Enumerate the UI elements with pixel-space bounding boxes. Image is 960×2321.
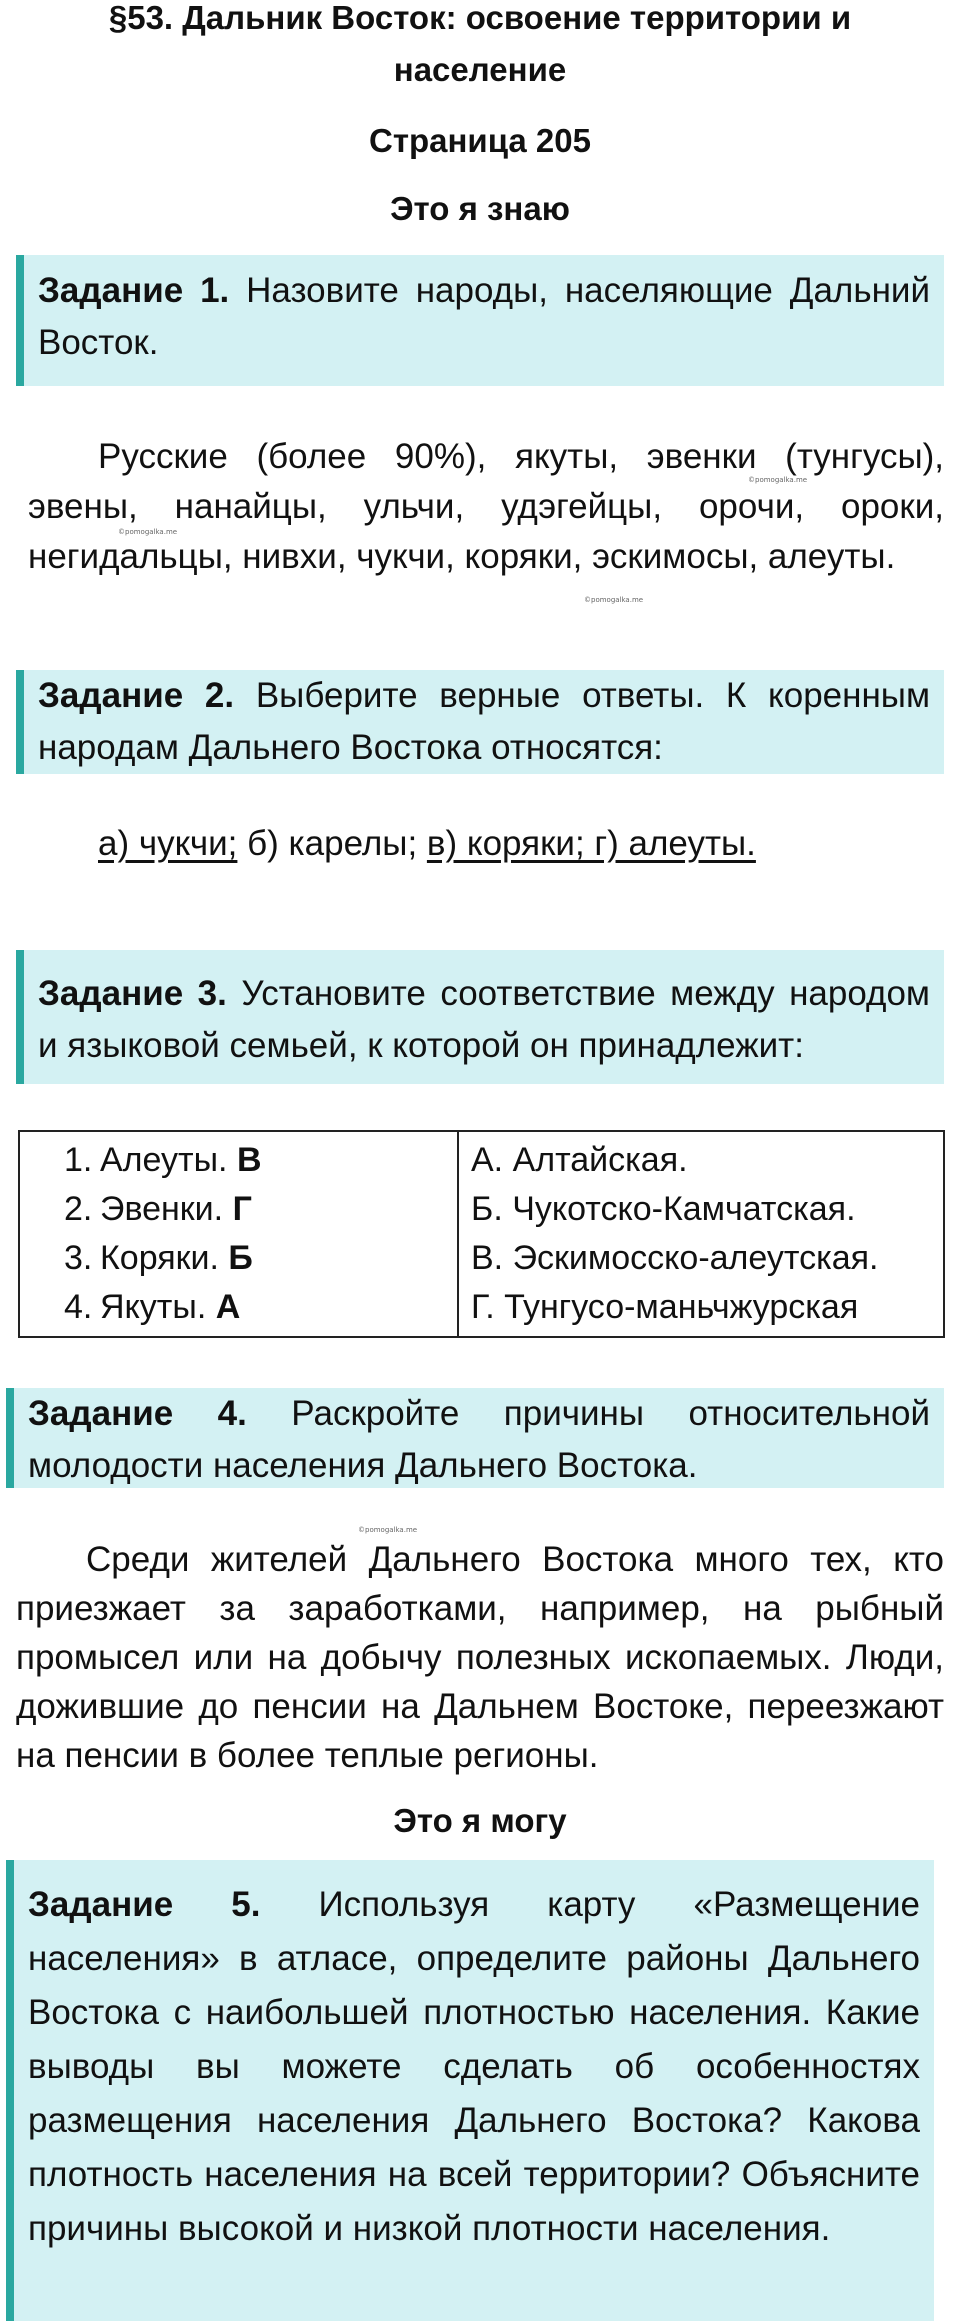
section-heading-know: Это я знаю <box>390 190 570 227</box>
table-row: Б. Чукотско-Камчатская. <box>471 1190 856 1228</box>
answer-2-option-b: б) карелы; <box>237 824 427 863</box>
task-4-box <box>6 1388 944 1488</box>
table-row: 1. Алеуты. В <box>64 1141 262 1179</box>
answer-2-option-a: а) чукчи; <box>98 824 238 863</box>
task-5-box <box>6 1860 934 2321</box>
matching-table <box>18 1130 945 1338</box>
answer-4-text: Среди жителей Дальнего Востока много тех, кто приезжает за заработками, например, на рыбный промысел или на добычу полезных ископаемых. Люди, дожившие до пенсии на Дальнем Востоке, переезжают на пенсии в более теплые регионы. <box>16 1540 944 1775</box>
task-2-box <box>16 670 944 774</box>
watermark: ©pomogalka.me <box>748 476 808 484</box>
task-3-text: Установите соответствие между народом и языковой семьей, к которой он принадлежит: <box>38 974 930 1065</box>
answer-2-text <box>98 819 948 869</box>
task-2-text: Выберите верные ответы. К коренным народам Дальнего Востока относятся: <box>38 676 931 767</box>
page-title-line2: население <box>393 51 567 88</box>
page-number-label: Страница 205 <box>369 122 591 159</box>
peoples-column <box>19 1131 458 1337</box>
watermark: ©pomogalka.me <box>118 528 178 536</box>
answer-2-option-cd: в) коряки; г) алеуты. <box>426 824 756 863</box>
task-4-label: Задание 4. <box>28 1394 247 1433</box>
task-5-text: Используя карту «Размещение населения» в атласе, определите районы Дальнего Востока с наибольшей плотностью населения. Какие выводы вы можете сделать об особенностях размещения населения Дальнего Востока? Какова плотность населения на всей территории? Объясните причины высокой и низкой плотности населения. <box>28 1885 920 2248</box>
page-title-line1: §53. Дальник Восток: освоение территории и <box>108 0 852 36</box>
task-5-label: Задание 5. <box>28 1885 261 1924</box>
task-2-label: Задание 2. <box>38 676 235 715</box>
table-row: 2. Эвенки. Г <box>64 1190 252 1228</box>
task-1-box <box>16 255 944 386</box>
section-heading-can: Это я могу <box>393 1802 567 1839</box>
language-families-column <box>458 1131 944 1337</box>
answer-1-text: Русские (более 90%), якуты, эвенки (тунгусы), эвены, нанайцы, ульчи, удэгейцы, орочи, ороки, негидальцы, нивхи, чукчи, коряки, эскимосы, алеуты. <box>28 437 944 576</box>
task-1-text: Назовите народы, населяющие Дальний Восток. <box>38 271 931 362</box>
table-row: 3. Коряки. Б <box>64 1239 253 1277</box>
table-row: А. Алтайская. <box>471 1141 688 1179</box>
watermark: ©pomogalka.me <box>584 596 644 604</box>
task-1-label: Задание 1. <box>38 271 230 310</box>
task-4-text: Раскройте причины относительной молодости населения Дальнего Востока. <box>28 1394 930 1485</box>
task-3-box <box>16 950 944 1084</box>
watermark: ©pomogalka.me <box>358 1526 418 1534</box>
table-row: 4. Якуты. А <box>64 1288 241 1326</box>
table-row: Г. Тунгусо-маньчжурская <box>471 1288 859 1326</box>
task-3-label: Задание 3. <box>38 974 227 1013</box>
table-row: В. Эскимосско-алеутская. <box>471 1239 879 1277</box>
